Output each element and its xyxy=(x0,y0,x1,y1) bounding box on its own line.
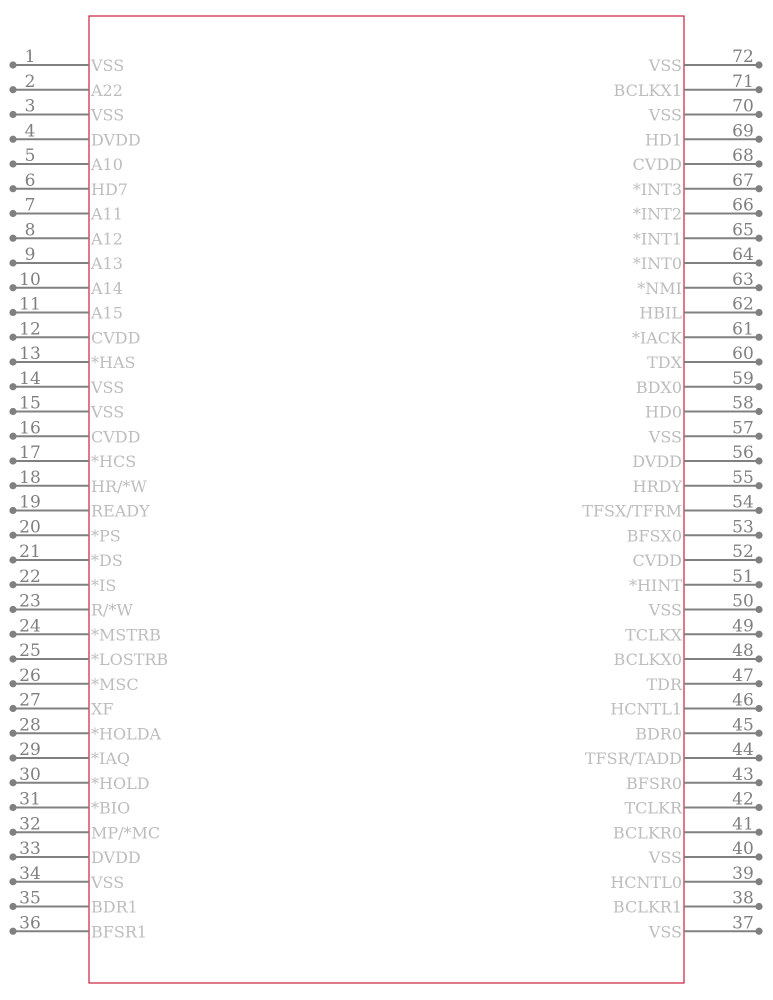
pin-name: HRDY xyxy=(632,476,682,496)
pin-name: VSS xyxy=(91,56,125,75)
pin-terminal-dot xyxy=(9,86,16,93)
pin-number: 61 xyxy=(732,319,754,340)
pin-name: *MSTRB xyxy=(91,625,161,645)
pin-terminal-dot xyxy=(755,928,762,935)
pin-terminal-dot xyxy=(755,309,762,316)
pin-number: 70 xyxy=(732,96,754,117)
pin-number: 58 xyxy=(732,393,754,414)
pin-name: BCLKX0 xyxy=(613,650,682,669)
pin-name: VSS xyxy=(648,56,682,75)
pin-name: A22 xyxy=(91,80,123,100)
pin-name: HR/*W xyxy=(91,476,147,496)
pin-number: 11 xyxy=(19,294,41,315)
pin-number: 28 xyxy=(19,715,41,736)
pin-name: TDX xyxy=(647,353,682,372)
pin-name: *HAS xyxy=(91,353,136,372)
pin-terminal-dot xyxy=(9,210,16,217)
pin-terminal-dot xyxy=(9,433,16,440)
pin-number: 47 xyxy=(732,665,754,686)
pin-number: 14 xyxy=(19,368,41,389)
pin-name: *INT1 xyxy=(632,229,682,249)
pin-name: A15 xyxy=(91,303,123,323)
pin-number: 5 xyxy=(24,146,36,166)
pin-name: *PS xyxy=(91,526,121,546)
pin-36 xyxy=(9,913,147,941)
pin-terminal-dot xyxy=(9,606,16,613)
pin-terminal-dot xyxy=(755,160,762,167)
pin-number: 49 xyxy=(732,616,754,637)
pin-terminal-dot xyxy=(755,457,762,464)
pin-terminal-dot xyxy=(755,507,762,514)
pin-name: TCLKX xyxy=(625,625,682,645)
pin-number: 53 xyxy=(732,517,754,538)
pin-name: *NMI xyxy=(637,278,682,298)
pin-number: 41 xyxy=(732,814,754,835)
pin-number: 56 xyxy=(732,443,754,463)
pin-number: 29 xyxy=(19,740,41,760)
pin-terminal-dot xyxy=(9,284,16,291)
pin-number: 57 xyxy=(732,418,754,439)
pin-name: *IS xyxy=(91,575,117,595)
pin-terminal-dot xyxy=(755,532,762,539)
pin-terminal-dot xyxy=(755,408,762,415)
pin-number: 30 xyxy=(19,764,41,785)
pin-name: TFSR/TADD xyxy=(584,749,682,768)
pin-name: *IAQ xyxy=(91,749,130,768)
pin-number: 54 xyxy=(732,492,754,513)
pin-terminal-dot xyxy=(755,631,762,638)
pin-number: 43 xyxy=(732,764,754,785)
pin-number: 63 xyxy=(732,269,754,290)
pin-number: 59 xyxy=(732,368,754,389)
pin-terminal-dot xyxy=(755,754,762,761)
pin-terminal-dot xyxy=(9,532,16,539)
pin-terminal-dot xyxy=(755,903,762,910)
pin-name: BFSR0 xyxy=(625,773,682,793)
pin-name: A14 xyxy=(91,278,123,298)
pin-terminal-dot xyxy=(9,730,16,737)
ic-body xyxy=(89,16,684,983)
pin-name: XF xyxy=(91,699,114,719)
pin-name: HD7 xyxy=(91,179,128,199)
pin-name: A10 xyxy=(91,155,123,174)
pin-name: BDR0 xyxy=(635,724,682,744)
pin-terminal-dot xyxy=(9,779,16,786)
pin-terminal-dot xyxy=(9,457,16,464)
pin-number: 26 xyxy=(19,665,41,686)
pin-number: 33 xyxy=(19,839,41,859)
pin-name: CVDD xyxy=(91,328,141,348)
pin-terminal-dot xyxy=(755,804,762,811)
pin-name: TCLKR xyxy=(624,798,682,818)
pin-name: *HOLDA xyxy=(91,724,162,744)
pin-terminal-dot xyxy=(755,482,762,489)
pin-number: 23 xyxy=(19,591,41,612)
pin-terminal-dot xyxy=(9,878,16,885)
pin-name: DVDD xyxy=(632,452,682,471)
pin-terminal-dot xyxy=(755,383,762,390)
pin-terminal-dot xyxy=(9,680,16,687)
pin-name: BFSX0 xyxy=(626,526,682,546)
pin-number: 67 xyxy=(732,170,754,191)
pin-terminal-dot xyxy=(9,829,16,836)
pin-terminal-dot xyxy=(755,680,762,687)
pin-number: 38 xyxy=(732,888,754,909)
pin-terminal-dot xyxy=(755,136,762,143)
pin-number: 44 xyxy=(732,740,754,760)
pin-name: VSS xyxy=(648,105,682,125)
pin-number: 8 xyxy=(24,220,36,241)
pin-terminal-dot xyxy=(755,779,762,786)
pin-name: READY xyxy=(91,501,150,521)
pin-terminal-dot xyxy=(755,235,762,242)
pin-terminal-dot xyxy=(755,185,762,192)
pin-terminal-dot xyxy=(755,210,762,217)
pin-number: 69 xyxy=(732,121,754,142)
pin-name: A11 xyxy=(91,204,123,224)
pin-terminal-dot xyxy=(9,804,16,811)
pin-terminal-dot xyxy=(755,358,762,365)
pin-37 xyxy=(648,913,763,941)
pin-number: 48 xyxy=(732,641,754,661)
pin-name: DVDD xyxy=(91,130,141,150)
pin-name: HD1 xyxy=(645,130,682,150)
pin-number: 42 xyxy=(732,789,754,810)
pin-name: *INT3 xyxy=(632,179,682,199)
pin-name: *MSC xyxy=(91,674,139,694)
pin-number: 24 xyxy=(19,616,41,637)
pin-name: *HINT xyxy=(629,575,682,595)
pin-number: 25 xyxy=(19,641,41,661)
pin-number: 3 xyxy=(24,96,36,117)
pin-name: VSS xyxy=(648,427,682,447)
pin-number: 32 xyxy=(19,814,41,835)
pin-terminal-dot xyxy=(755,705,762,712)
pin-terminal-dot xyxy=(755,334,762,341)
pin-name: *INT2 xyxy=(632,204,682,224)
pin-name: CVDD xyxy=(632,155,682,174)
pin-name: CVDD xyxy=(91,427,141,447)
pin-number: 71 xyxy=(732,71,754,92)
pin-number: 21 xyxy=(19,542,41,562)
pin-name: VSS xyxy=(91,402,125,422)
pin-terminal-dot xyxy=(9,631,16,638)
pin-terminal-dot xyxy=(9,482,16,489)
pin-number: 39 xyxy=(732,863,754,884)
pin-terminal-dot xyxy=(755,61,762,68)
pin-name: *DS xyxy=(91,551,123,570)
pin-name: VSS xyxy=(648,600,682,620)
pin-terminal-dot xyxy=(9,754,16,761)
pin-number: 12 xyxy=(19,319,41,340)
pin-number: 4 xyxy=(24,121,36,142)
pin-terminal-dot xyxy=(755,606,762,613)
pin-number: 22 xyxy=(19,566,41,587)
pin-terminal-dot xyxy=(9,259,16,266)
pin-number: 2 xyxy=(24,71,36,92)
pin-terminal-dot xyxy=(9,556,16,563)
pin-terminal-dot xyxy=(755,829,762,836)
pin-number: 15 xyxy=(19,393,41,414)
pin-terminal-dot xyxy=(9,903,16,910)
pin-number: 36 xyxy=(19,913,41,934)
pin-number: 10 xyxy=(19,269,41,290)
pin-terminal-dot xyxy=(9,705,16,712)
pin-name: TFSX/TFRM xyxy=(582,501,682,521)
pin-terminal-dot xyxy=(9,507,16,514)
pin-number: 55 xyxy=(732,467,754,488)
pin-name: BCLKR1 xyxy=(612,897,682,917)
pin-name: DVDD xyxy=(91,848,141,867)
pin-number: 64 xyxy=(732,245,754,265)
pin-terminal-dot xyxy=(9,655,16,662)
pin-name: HBIL xyxy=(639,303,682,323)
pin-name: R/*W xyxy=(91,600,133,620)
pin-terminal-dot xyxy=(9,111,16,118)
pin-number: 7 xyxy=(24,195,36,216)
pin-name: BFSR1 xyxy=(91,922,148,942)
pin-terminal-dot xyxy=(755,259,762,266)
pin-number: 72 xyxy=(732,47,754,67)
pin-terminal-dot xyxy=(755,86,762,93)
pin-number: 50 xyxy=(732,591,754,612)
pin-name: VSS xyxy=(91,105,125,125)
pin-terminal-dot xyxy=(755,581,762,588)
pin-terminal-dot xyxy=(9,358,16,365)
pin-terminal-dot xyxy=(9,581,16,588)
pin-terminal-dot xyxy=(755,878,762,885)
pin-number: 45 xyxy=(732,715,754,736)
pin-name: *INT0 xyxy=(632,254,682,273)
pin-number: 9 xyxy=(24,245,36,265)
pin-number: 51 xyxy=(732,566,754,587)
pin-name: *BIO xyxy=(91,798,131,818)
pin-terminal-dot xyxy=(9,309,16,316)
pin-number: 37 xyxy=(732,913,754,934)
pin-name: TDR xyxy=(646,674,682,694)
pin-name: VSS xyxy=(91,872,125,892)
pin-number: 68 xyxy=(732,146,754,166)
pin-name: HCNTL1 xyxy=(610,699,682,719)
pin-number: 19 xyxy=(19,492,41,513)
pin-terminal-dot xyxy=(9,853,16,860)
pin-name: VSS xyxy=(91,377,125,397)
pin-terminal-dot xyxy=(9,408,16,415)
pin-number: 35 xyxy=(19,888,41,909)
pin-name: HD0 xyxy=(645,402,682,422)
pin-terminal-dot xyxy=(9,383,16,390)
pin-name: A12 xyxy=(91,229,123,249)
pin-number: 46 xyxy=(732,690,754,711)
pin-terminal-dot xyxy=(755,433,762,440)
pin-number: 66 xyxy=(732,195,754,216)
pin-name: *IACK xyxy=(631,328,682,348)
pin-terminal-dot xyxy=(9,136,16,143)
pin-number: 20 xyxy=(19,517,41,538)
pin-number: 65 xyxy=(732,220,754,241)
pin-name: A13 xyxy=(91,254,123,273)
pin-name: VSS xyxy=(648,922,682,942)
pin-terminal-dot xyxy=(9,334,16,341)
pin-number: 40 xyxy=(732,839,754,859)
pin-terminal-dot xyxy=(9,235,16,242)
pin-name: *HCS xyxy=(91,452,137,471)
pin-number: 13 xyxy=(19,344,41,364)
pin-name: BCLKX1 xyxy=(613,80,682,100)
pin-terminal-dot xyxy=(9,928,16,935)
pin-terminal-dot xyxy=(755,284,762,291)
pin-name: CVDD xyxy=(632,551,682,570)
pin-terminal-dot xyxy=(755,111,762,118)
pin-terminal-dot xyxy=(9,160,16,167)
pin-terminal-dot xyxy=(755,556,762,563)
pin-number: 16 xyxy=(19,418,41,439)
pin-name: *HOLD xyxy=(91,773,150,793)
pin-number: 18 xyxy=(19,467,41,488)
pin-name: BDX0 xyxy=(635,377,682,397)
pin-terminal-dot xyxy=(755,730,762,737)
pin-number: 1 xyxy=(24,47,36,67)
pin-number: 6 xyxy=(24,170,36,191)
pin-name: VSS xyxy=(648,848,682,867)
pin-number: 60 xyxy=(732,344,754,364)
pin-name: *LOSTRB xyxy=(91,650,169,669)
pin-number: 62 xyxy=(732,294,754,315)
pin-terminal-dot xyxy=(755,655,762,662)
pin-terminal-dot xyxy=(9,61,16,68)
pin-name: BCLKR0 xyxy=(612,823,682,843)
pin-terminal-dot xyxy=(9,185,16,192)
pin-number: 34 xyxy=(19,863,41,884)
pin-number: 17 xyxy=(19,443,41,463)
pin-number: 31 xyxy=(19,789,41,810)
pin-name: HCNTL0 xyxy=(610,872,682,892)
pin-name: MP/*MC xyxy=(91,823,161,843)
pin-number: 52 xyxy=(732,542,754,562)
pin-name: BDR1 xyxy=(91,897,138,917)
pin-number: 27 xyxy=(19,690,41,711)
pin-terminal-dot xyxy=(755,853,762,860)
right-pin-group xyxy=(582,47,762,941)
